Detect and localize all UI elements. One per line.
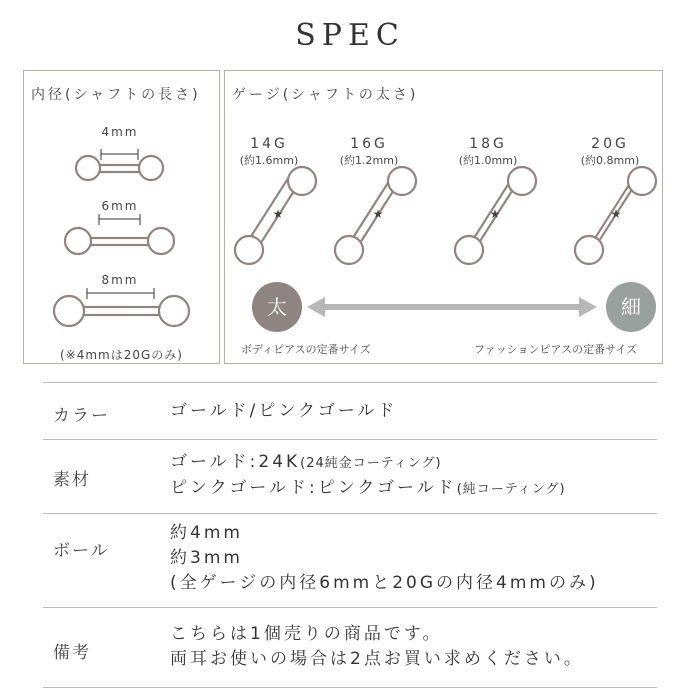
notes-line: こちらは1個売りの商品です。 xyxy=(170,624,443,644)
spec-table xyxy=(43,382,657,688)
thick-label: 太 xyxy=(267,295,287,319)
inner-diameter-panel xyxy=(23,70,220,364)
row-value xyxy=(170,521,599,596)
gauge-16g-dia: (約1.2mm) xyxy=(339,154,399,167)
gauge-diagram xyxy=(225,71,664,365)
notes-line: 両耳お使いの場合は2点お買い求めください。 xyxy=(170,649,584,669)
gauge-14g-dia: (約1.6mm) xyxy=(239,154,299,167)
page-title: SPEC xyxy=(295,18,405,53)
table-row-color xyxy=(43,382,657,440)
material-pinkgold: ピンクゴールド:ピンクゴールド xyxy=(170,478,457,498)
star-icon: ★ xyxy=(272,207,284,221)
thin-caption: ファッションピアスの定番サイズ xyxy=(474,343,638,356)
gauge-panel xyxy=(224,70,663,364)
ball-line: (全ゲージの内径6mmと20Gの内径4mmのみ) xyxy=(170,573,599,593)
double-arrow-icon xyxy=(307,297,597,317)
thin-label: 細 xyxy=(621,295,641,319)
star-icon: ★ xyxy=(372,207,384,221)
inner-diameter-diagram xyxy=(24,71,221,365)
ball-line: 約3mm xyxy=(170,548,243,568)
size-label-8mm: 8mm xyxy=(101,273,139,287)
material-pinkgold-note: (純コーティング) xyxy=(456,482,566,497)
size-label-6mm: 6mm xyxy=(101,199,139,213)
material-gold: ゴールド:24K xyxy=(170,452,301,472)
gauge-18g: 18G xyxy=(469,136,507,152)
row-label: ボール xyxy=(53,541,110,561)
table-row-ball xyxy=(43,514,657,608)
gauge-20g: 20G xyxy=(591,136,629,152)
row-label: 素材 xyxy=(53,470,91,490)
gauge-20g-dia: (約0.8mm) xyxy=(580,154,640,167)
gauge-16g: 16G xyxy=(350,136,388,152)
gauge-18g-dia: (約1.0mm) xyxy=(458,154,518,167)
size-label-4mm: 4mm xyxy=(101,125,139,139)
row-label: カラー xyxy=(53,406,110,426)
gauge-note: (※4mmは20Gのみ) xyxy=(59,348,183,362)
table-row-material xyxy=(43,440,657,514)
gauge-title: ゲージ(シャフトの太さ) xyxy=(232,87,419,103)
gauge-14g: 14G xyxy=(250,136,288,152)
row-label: 備考 xyxy=(53,643,91,663)
thick-caption: ボディピアスの定番サイズ xyxy=(241,343,371,356)
star-icon: ★ xyxy=(610,207,622,221)
material-gold-note: (24純金コーティング) xyxy=(300,456,442,471)
ball-line: 約4mm xyxy=(170,523,243,543)
row-value xyxy=(170,622,584,672)
inner-diameter-title: 内径(シャフトの長さ) xyxy=(31,87,201,103)
table-row-notes xyxy=(43,608,657,688)
row-value xyxy=(170,450,566,502)
row-value: ゴールド/ピンクゴールド xyxy=(170,401,398,421)
star-icon: ★ xyxy=(489,207,501,221)
